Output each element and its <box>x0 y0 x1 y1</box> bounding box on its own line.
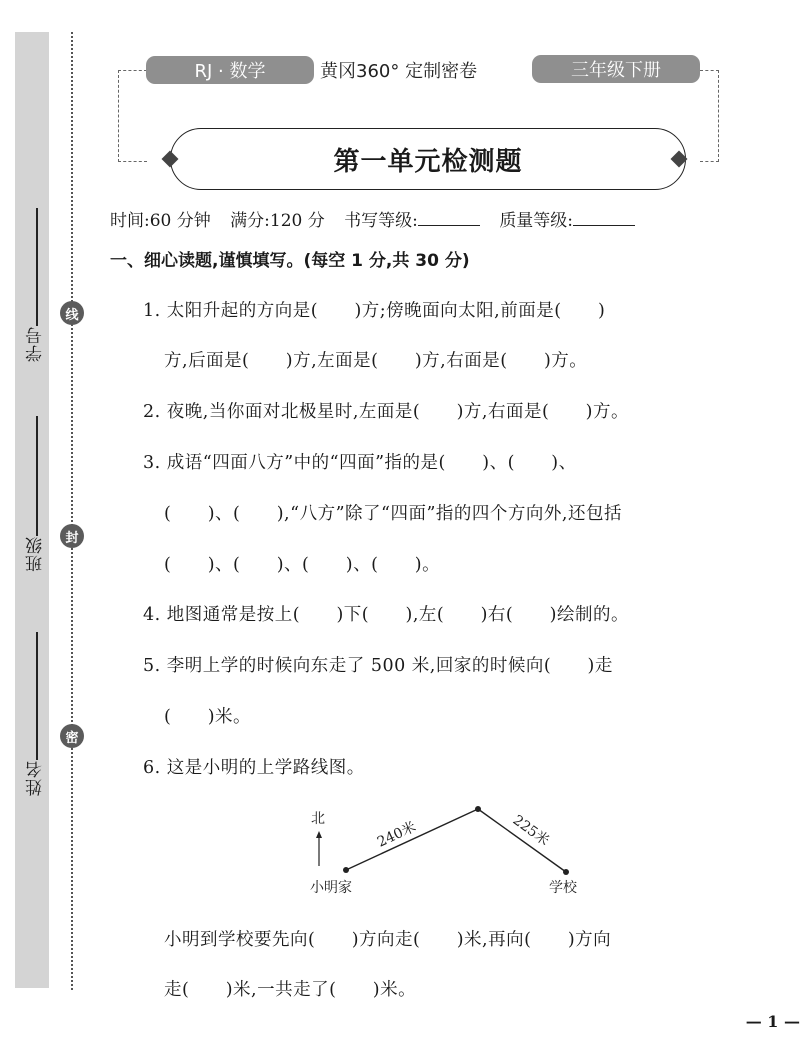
header-dash-right <box>700 70 719 162</box>
class-label: 班级 <box>26 536 46 572</box>
seal-secret-icon: 密 <box>60 724 84 748</box>
subject-badge: RJ · 数学 <box>146 56 314 84</box>
seal-seal-icon: 封 <box>60 524 84 548</box>
question-3-line-1: 3. 成语“四面八方”中的“四面”指的是( )、( )、 <box>143 453 577 473</box>
question-2: 2. 夜晚,当你面对北极星时,左面是( )方,右面是( )方。 <box>143 402 630 422</box>
home-label: 小明家 <box>310 880 352 896</box>
writing-grade-label: 书写等级: <box>344 211 418 231</box>
question-1-line-2: 方,后面是( )方,左面是( )方,右面是( )方。 <box>164 351 588 371</box>
question-6-answer-line-1: 小明到学校要先向( )方向走( )米,再向( )方向 <box>164 930 612 950</box>
school-label: 学校 <box>549 880 577 896</box>
time-limit: 时间:60 分钟 <box>110 211 211 231</box>
student-id-blank[interactable] <box>36 208 38 326</box>
question-3-line-2: ( )、( ),“八方”除了“四面”指的四个方向外,还包括 <box>164 504 622 524</box>
brand-text: 黄冈360° 定制密卷 <box>320 61 478 82</box>
exam-meta <box>110 206 635 231</box>
quality-grade-blank[interactable] <box>573 211 635 226</box>
question-4: 4. 地图通常是按上( )下( ),左( )右( )绘制的。 <box>143 605 629 625</box>
seal-line-icon: 线 <box>60 301 84 325</box>
north-arrowhead-icon <box>316 831 322 838</box>
segment-1-label: 240米 <box>374 818 419 851</box>
section-heading: 一、细心读题,谨慎填写。(每空 1 分,共 30 分) <box>110 251 470 271</box>
question-1-line-1: 1. 太阳升起的方向是( )方;傍晚面向太阳,前面是( ) <box>143 301 606 321</box>
binding-strip <box>15 32 49 988</box>
north-label: 北 <box>311 811 325 827</box>
question-5-line-1: 5. 李明上学的时候向东走了 500 米,回家的时候向( )走 <box>143 656 613 676</box>
turn-point <box>475 806 481 812</box>
grade-badge: 三年级下册 <box>532 55 700 83</box>
header-dash-left <box>118 70 147 162</box>
question-5-line-2: ( )米。 <box>164 707 252 727</box>
name-label: 姓名 <box>26 760 46 796</box>
cut-line-divider <box>71 32 73 990</box>
school-point <box>563 869 569 875</box>
quality-grade-label: 质量等级: <box>499 211 574 231</box>
question-6: 6. 这是小明的上学路线图。 <box>143 758 365 778</box>
full-score: 满分:120 分 <box>230 211 325 231</box>
title-banner <box>170 128 686 190</box>
home-point <box>343 867 349 873</box>
route-diagram <box>290 795 610 905</box>
name-blank[interactable] <box>36 632 38 760</box>
page-number: — 1 — <box>745 1012 800 1031</box>
question-6-answer-line-2: 走( )米,一共走了( )米。 <box>164 980 417 1000</box>
question-3-line-3: ( )、( )、( )、( )。 <box>164 555 441 575</box>
student-id-label: 学号 <box>26 326 46 362</box>
segment-2-label: 225米 <box>509 812 553 850</box>
page-title: 第一单元检测题 <box>333 146 523 177</box>
route-segment-1 <box>346 809 478 870</box>
class-blank[interactable] <box>36 416 38 536</box>
writing-grade-blank[interactable] <box>418 211 480 226</box>
